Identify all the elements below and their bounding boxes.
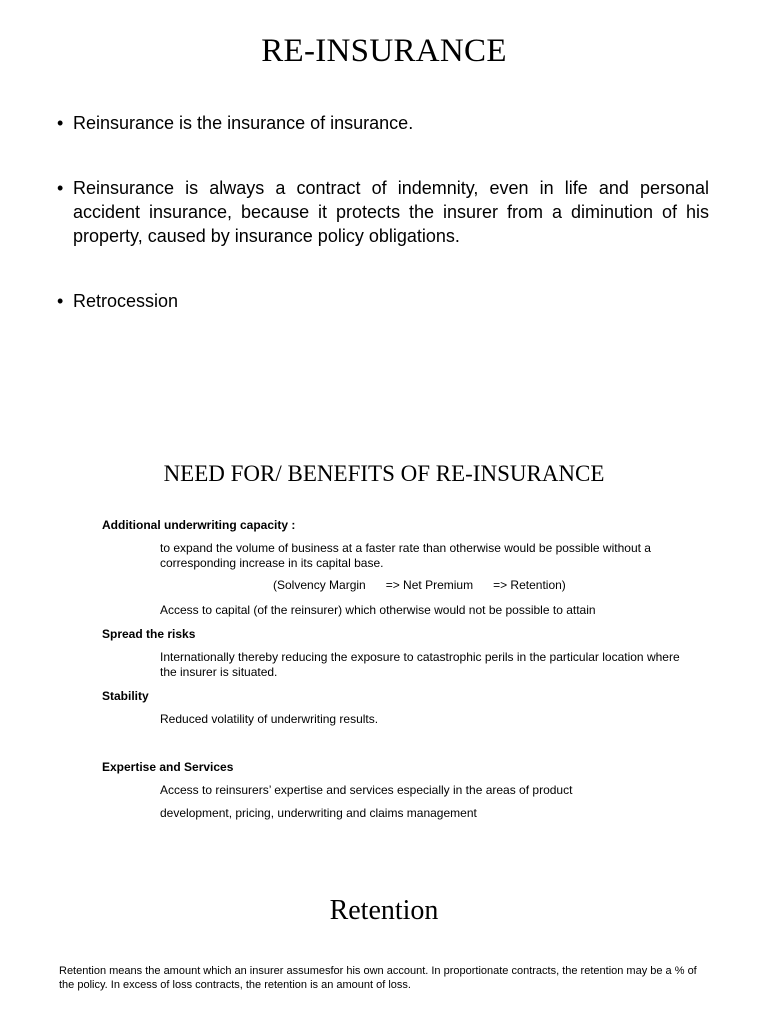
retention-heading: Retention — [329, 895, 439, 926]
bullet-item — [57, 111, 709, 135]
expertise-text-line-1: Access to reinsurers’ expertise and services especially in the areas of product — [160, 783, 573, 797]
bullet-marker: • — [57, 291, 64, 311]
retention-text: Retention means the amount which an insurer assumesfor his own account. In proportionate contracts, the retention may be a % of the policy. In excess of loss contracts, the retention is an amount of loss. — [59, 965, 697, 991]
bullet-item — [57, 289, 709, 313]
additional-capacity-heading: Additional underwriting capacity : — [102, 518, 296, 532]
stability-text: Reduced volatility of underwriting results. — [160, 712, 379, 726]
spread-risks-heading: Spread the risks — [102, 627, 196, 641]
bullet-marker: • — [57, 113, 64, 133]
additional-capacity-text: to expand the volume of business at a faster rate than otherwise would be possible without a corresponding increase in its capital base. — [160, 541, 651, 570]
spread-risks-text: Internationally thereby reducing the exposure to catastrophic perils in the particular location where the insurer is situated. — [160, 650, 680, 679]
page-title: RE-INSURANCE — [261, 33, 507, 69]
bullet-text: Reinsurance is always a contract of indemnity, even in life and personal accident insurance, because it protects the insurer from a diminution of his property, caused by insurance policy obligations. — [73, 178, 709, 246]
stability-heading: Stability — [102, 689, 149, 703]
bullet-marker: • — [57, 178, 64, 198]
bullet-text: Reinsurance is the insurance of insurance. — [73, 113, 414, 133]
bullet-item — [57, 176, 709, 248]
bullet-text: Retrocession — [73, 291, 179, 311]
benefits-heading: NEED FOR/ BENEFITS OF RE-INSURANCE — [163, 461, 605, 486]
expertise-heading: Expertise and Services — [102, 760, 234, 774]
solvency-line: (Solvency Margin => Net Premium => Retention) — [273, 578, 566, 592]
access-capital-text: Access to capital (of the reinsurer) which otherwise would not be possible to attain — [160, 603, 596, 617]
expertise-text-line-2: development, pricing, underwriting and claims management — [160, 806, 477, 820]
